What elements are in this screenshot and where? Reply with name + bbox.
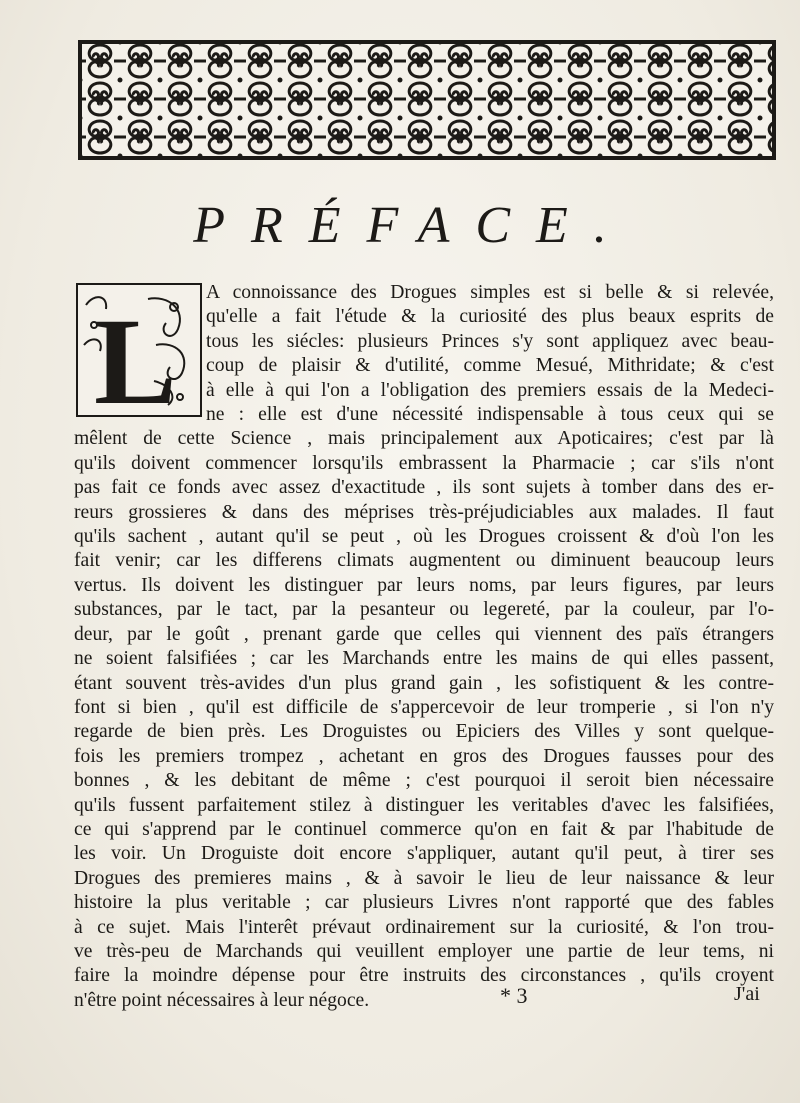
signature-mark: * 3 — [500, 983, 528, 1008]
text-line: vertus. Ils doivent les distinguer par leurs noms, par leurs figures, par leurs — [74, 574, 774, 596]
text-line: étant souvent très-avides d'un plus grand gain , les sofistiquent & les contre- — [74, 672, 774, 694]
text-line: ce qui s'apprend par le continuel commerce qu'on en fait & par l'habitude de — [74, 818, 774, 840]
ornamental-headpiece — [78, 40, 776, 160]
text-line: fait venir; car les differens climats augmentent ou diminuent beaucoup leurs — [74, 550, 774, 572]
text-line: substances, par le tact, par la pesanteur ou legereté, par la couleur, par l'o- — [74, 599, 774, 621]
text-line: les voir. Un Droguiste doit encore s'appliquer, autant qu'il peut, à tirer ses — [74, 843, 774, 865]
text-line: à elle à qui l'on a l'obligation des premiers essais de la Medeci- — [206, 379, 774, 401]
text-line: tous les siécles: plusieurs Princes s'y sont appliquez avec beau- — [206, 330, 774, 352]
text-line: ne : elle est d'une nécessité indispensable à tous ceux qui se — [206, 404, 774, 426]
text-line: regarde de bien près. Les Droguistes ou Epiciers des Villes y sont quelque- — [74, 721, 774, 743]
text-line: qu'ils doivent commencer lorsqu'ils embrassent la Pharmacie ; car s'ils n'ont — [74, 452, 774, 474]
text-line: coup de plaisir & d'utilité, comme Mesué, Mithridate; & c'est — [206, 355, 774, 377]
catchword: J'ai — [734, 983, 760, 1005]
text-line: A connoissance des Drogues simples est si belle & si relevée, — [206, 282, 774, 303]
text-line: deur, par le goût , prenant garde que celles qui viennent des païs étrangers — [74, 623, 774, 645]
text-line: font si bien , qu'il est difficile de s'appercevoir de leur tromperie , si l'on n'y — [74, 696, 774, 718]
text-line: qu'ils sachent , autant qu'il se peut , où les Drogues croissent & d'où l'on les — [74, 526, 774, 548]
page-title: PRÉFACE. — [193, 197, 633, 254]
text-line: qu'elle a fait l'étude & la curiosité des plus beaux esprits de — [206, 306, 774, 328]
body-text — [74, 281, 774, 1013]
text-line: fois les premiers trompez , achetant en gros des Drogues fausses pour des — [74, 745, 774, 767]
text-line: pas fait ce fonds avec assez d'exactitude , ils sont sujets à tomber dans des er- — [74, 477, 774, 499]
text-line: faire la moindre dépense pour être instruits des circonstances , qu'ils croyent — [74, 965, 774, 987]
text-line: reurs grossieres & dans des méprises très-préjudiciables aux malades. Il faut — [74, 501, 774, 523]
text-line: à ce sujet. Mais l'interêt prévaut ordinairement sur la curiosité, & l'on trou- — [74, 916, 774, 938]
text-line: ve très-peu de Marchands qui veuillent employer une partie de leur tems, ni — [74, 940, 774, 962]
text-line: bonnes , & les debitant de même ; c'est pourquoi il seroit bien nécessaire — [74, 770, 774, 792]
text-line: Drogues des premieres mains , & à savoir le lieu de leur naissance & leur — [74, 867, 774, 889]
text-line: histoire la plus veritable ; car plusieurs Livres n'ont rapporté que des fables — [74, 892, 774, 914]
text-line: n'être point nécessaires à leur négoce. — [74, 989, 370, 1011]
drop-cap-letter: L — [94, 293, 177, 415]
text-line: mêlent de cette Science , mais principalement aux Apoticaires; c'est par là — [74, 428, 774, 450]
text-line: qu'ils fussent parfaitement stilez à distinguer les veritables d'avec les falsifiées, — [74, 794, 774, 816]
text-line: ne soient falsifiées ; car les Marchands entre les mains de qui elles passent, — [74, 648, 774, 670]
